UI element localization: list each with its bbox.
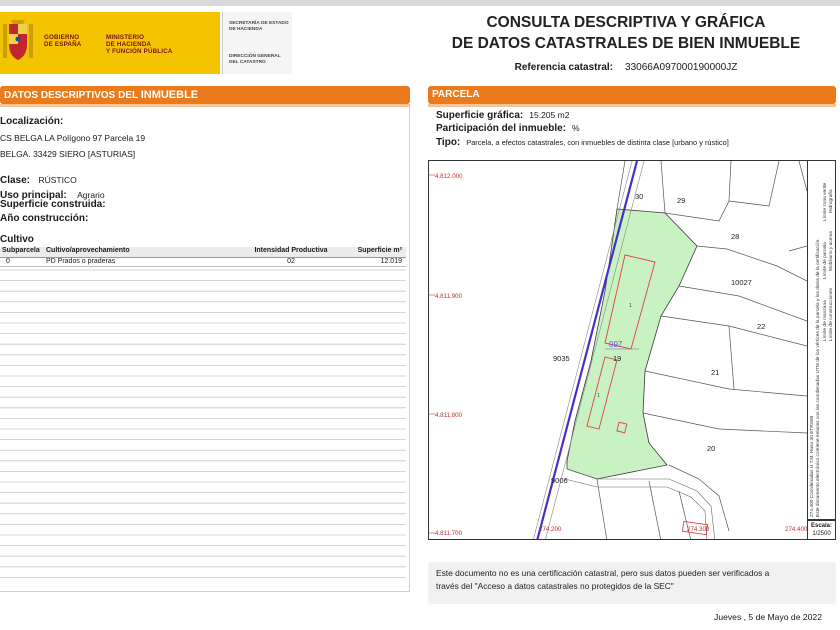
localizacion-label: Localización: (0, 116, 64, 127)
bar-label: PARCELA (432, 89, 480, 100)
coord-x-label: 274.200 (539, 526, 562, 533)
parcel-number: 22 (757, 322, 766, 331)
empty-table-rows (0, 268, 406, 586)
disclaimer-notice (428, 562, 836, 604)
parcel-number: 21 (711, 368, 720, 377)
document-date: Jueves , 5 de Mayo de 2022 (714, 612, 822, 622)
clase-label: Clase: (0, 175, 31, 186)
header-cultivo: Cultivo/aprovechamiento (46, 247, 130, 254)
zone-label: 097 (609, 340, 623, 349)
clase-value: RÚSTICO (38, 175, 77, 185)
direccion-line: DIRECCIÓN GENERAL (229, 54, 281, 59)
bar-label-bold: INMUEBLE (140, 89, 199, 101)
document-title (420, 12, 832, 54)
ref-value: 33066A097000190000JZ (625, 62, 738, 73)
coord-y-label: 4.811.700 (435, 530, 463, 537)
participacion-row (436, 123, 580, 134)
tipo-label: Tipo: (436, 137, 461, 148)
secretaria-text (229, 21, 289, 33)
coord-x-label: 274.400 (785, 526, 808, 533)
coat-of-arms-icon (2, 18, 34, 66)
direccion-text (229, 54, 281, 66)
parcel-number: 9006 (551, 476, 568, 485)
gobierno-text (44, 34, 81, 48)
building-label: 1 (597, 393, 601, 399)
localizacion-line-2: BELGA. 33429 SIERO [ASTURIAS] (0, 149, 136, 159)
cell-superficie: 12.019 (380, 258, 402, 265)
legend-item: Mobiliario y aceras (829, 231, 834, 271)
legend-item: Límite zona verde (823, 182, 828, 221)
cell-cultivo: PD Prados o praderas (46, 258, 116, 265)
tipo-row (436, 137, 729, 148)
coord-y-label: 4.811.800 (435, 412, 463, 419)
tipo-value: Parcela, a efectos catastrales, con inmuebles de distinta clase [urbano y rústico] (466, 138, 729, 147)
superficie-grafica-value: 15.205 m2 (529, 110, 570, 120)
ref-label: Referencia catastral: (514, 62, 614, 73)
table-row (0, 258, 406, 267)
superficie-grafica-label: Superficie gráfica: (436, 110, 524, 121)
uso-value: Agrario (77, 190, 105, 200)
secretaria-line: SECRETARÍA DE ESTADO (229, 21, 289, 26)
referencia-catastral (420, 62, 832, 73)
gobierno-line: GOBIERNO (44, 34, 80, 41)
parcela-bar (428, 86, 836, 104)
coord-y-label: 4.812.000 (435, 173, 463, 180)
parcel-number: 30 (635, 192, 644, 201)
legend-item: Límite de manzana (823, 300, 828, 341)
cell-intensidad: 02 (287, 258, 295, 265)
grid-ticks (429, 175, 435, 533)
parcel-number: 9035 (553, 354, 570, 363)
header-intensidad: Intensidad Productiva (254, 247, 328, 254)
ministerio-line: DE HACIENDA (106, 41, 152, 48)
gobierno-line: DE ESPAÑA (44, 41, 82, 48)
localizacion-line-1: CS BELGA LA Polígono 97 Parcela 19 (0, 133, 146, 143)
cultivo-title: Cultivo (0, 234, 34, 245)
legend-utm: 274.400 Coordenadas U.T.M. Huso 30 ETRS89 (810, 415, 815, 517)
map-legend (808, 160, 836, 520)
superficie-grafica-row (436, 110, 569, 121)
parcel-number: 20 (707, 444, 716, 453)
header-subparcela: Subparcela (2, 247, 40, 254)
uso-label: Uso principal: (0, 190, 67, 201)
header-superficie: Superficie m² (357, 247, 402, 254)
participacion-label: Participación del inmueble: (436, 123, 567, 134)
notice-line-2: través del "Acceso a datos catastrales no protegidos de la SEC" (436, 581, 674, 591)
superficie-construida-label: Superficie construida: (0, 199, 106, 210)
parcel-number: 10027 (731, 278, 752, 287)
map-scale (808, 520, 836, 540)
bar-label: DATOS DESCRIPTIVOS DEL (4, 90, 141, 101)
secretaria-block (222, 12, 292, 74)
cultivo-header-row (0, 247, 406, 258)
coord-x-label: 274.300 (687, 526, 710, 533)
scale-value: 1/2500 (812, 531, 831, 537)
legend-item: Hidrografía (829, 189, 834, 213)
anio-construccion-label: Año construcción: (0, 213, 89, 224)
ministerio-text (106, 34, 173, 55)
top-border (0, 0, 840, 6)
gobierno-logo (0, 12, 220, 74)
parcel-number: 28 (731, 232, 740, 241)
secretaria-line: DE HACIENDA (229, 27, 263, 32)
ministerio-line: Y FUNCIÓN PÚBLICA (106, 48, 173, 55)
notice-line-1: Este documento no es una certificación catastral, pero sus datos pueden ser verificados a (436, 568, 770, 578)
title-line-2: DE DATOS CATASTRALES DE BIEN INMUEBLE (451, 35, 801, 52)
ministerio-line: MINISTERIO (106, 34, 145, 41)
direccion-line: DEL CATASTRO (229, 60, 266, 65)
title-line-1: CONSULTA DESCRIPTIVA Y GRÁFICA (486, 14, 766, 31)
coord-y-label: 4.811.900 (435, 293, 463, 300)
cultivo-table (0, 247, 406, 267)
parcel-number: 19 (613, 354, 622, 363)
cell-subparcela: 0 (6, 258, 10, 265)
cadastral-map (428, 160, 808, 540)
parcel-number: 29 (677, 196, 686, 205)
legend-note: Este documento electrónico contiene enlaces con las coordenadas UTM de los vértices de la parcela y los datos de la certificación. (816, 238, 821, 517)
building-label: 1 (629, 303, 633, 309)
map-drawing (429, 161, 808, 540)
datos-descriptivos-bar (0, 86, 410, 104)
legend-item: Límite de construcciones (829, 287, 834, 341)
participacion-value: % (572, 123, 580, 133)
legend-item: Límite de parcela (823, 242, 828, 279)
scale-label: Escala: (810, 523, 832, 529)
